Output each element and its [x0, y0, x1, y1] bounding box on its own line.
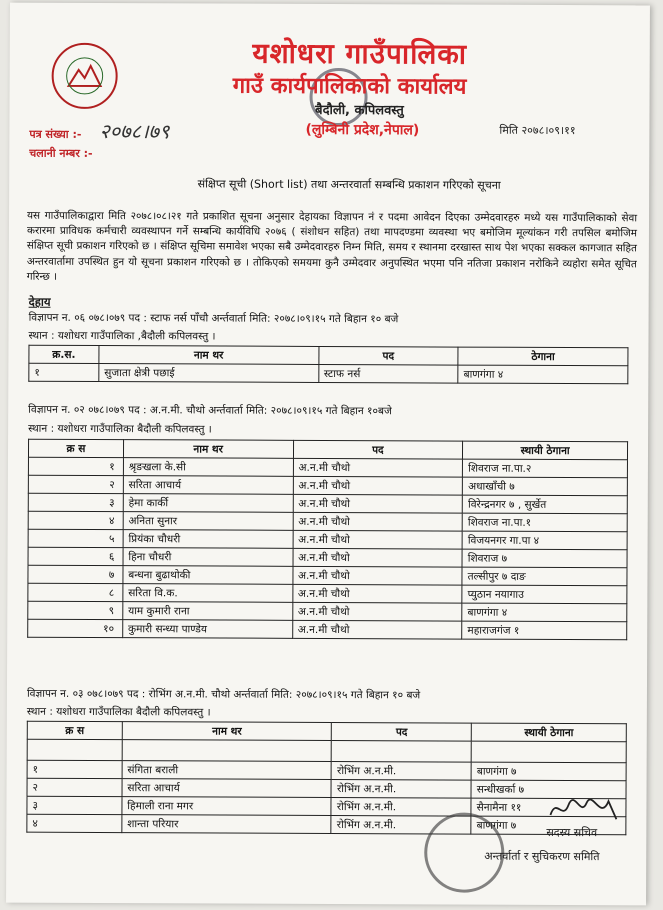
- table-cell: स्टाफ नर्स: [318, 364, 458, 383]
- table-cell: सरिता आचार्य: [122, 779, 332, 798]
- table-cell: प्युठान नयागाउ: [462, 585, 627, 604]
- table-cell: सरिता आचार्य: [123, 476, 293, 495]
- table-cell: सैनामैना ११: [471, 798, 626, 817]
- table-cell: ४: [28, 511, 123, 529]
- table-cell: तल्सीपुर ७ दाङ: [462, 567, 627, 586]
- table-row: [28, 619, 627, 640]
- table-cell: १०: [28, 619, 123, 637]
- table-cell: रोभिंग अ.न.मी.: [331, 816, 471, 835]
- table-cell: ६: [28, 547, 123, 565]
- table-cell: २: [27, 778, 122, 796]
- table-cell: अ.न.मी चौथो: [293, 512, 463, 531]
- table-cell: बाणगंगा ४: [462, 603, 627, 622]
- table-cell: अ.न.मी चौथो: [292, 584, 462, 603]
- shortlist-table: [28, 345, 628, 385]
- table-cell: अ.न.मी चौथो: [293, 458, 463, 477]
- ref-label: पत्र संख्या :-: [29, 127, 82, 141]
- table-cell: बाणगंगा ७: [471, 816, 626, 835]
- notice-title: संक्षिप्त सूची (Short list) तथा अन्तरवार्ता सम्बन्धि प्रकाशन गरिएको सूचना: [197, 177, 501, 192]
- table-cell: १: [29, 363, 99, 381]
- ad-line: विज्ञापन न. ०३ ०७८।०७९ पद : रोभिंग अ.न.मी. चौथो अर्न्तवार्ता मिति: २०७८।०९।१५ गते बिहान १० बजे: [26, 687, 421, 702]
- ref-value: २०७८।७९: [99, 118, 170, 144]
- table-row: [27, 814, 626, 835]
- section-heading: देहाय: [28, 294, 51, 309]
- table-cell: सुजाता क्षेत्री पछाई: [99, 363, 319, 382]
- table-cell: अ.न.मी चौथो: [292, 620, 462, 639]
- table-cell: संगिता बराली: [122, 761, 332, 780]
- table-cell: रोभिंग अ.न.मी.: [331, 798, 471, 817]
- table-cell: ८: [28, 583, 123, 601]
- table-cell: विजयनगर गा.पा ४: [462, 531, 627, 550]
- shortlist-table: [27, 439, 628, 641]
- table-cell: १: [27, 760, 122, 778]
- column-header: ठेगाना: [458, 347, 628, 366]
- district-line: बैदौली, कपिलवस्तु: [315, 102, 404, 119]
- document-page: [6, 3, 650, 906]
- column-header: नाम थर: [99, 345, 319, 364]
- province-line: (लुम्बिनी प्रदेश,नेपाल): [305, 121, 420, 139]
- emblem-logo-icon: [52, 43, 118, 109]
- committee-name: अन्तर्वार्ता र सुचिकरण समिति: [484, 849, 600, 864]
- place-line: स्थान : यशोधरा गाउँपालिका बैदौली कपिलवस्तु ।: [28, 422, 212, 436]
- table-cell: बाणगंगा ७: [471, 762, 626, 781]
- table-cell: [122, 740, 332, 762]
- table-row: [29, 363, 628, 384]
- table-cell: [471, 741, 626, 763]
- table-cell: सन्धीखर्का ७: [471, 780, 626, 799]
- place-line: स्थान : यशोधरा गाउँपालिका ,बैदौली कपिलवस्तु ।: [28, 329, 216, 343]
- table-cell: रोभिंग अ.न.मी.: [331, 780, 471, 799]
- table-cell: अ.न.मी चौथो: [293, 548, 463, 567]
- shortlist-table: [26, 721, 626, 836]
- signatory-title: सदस्य सचिव: [546, 825, 598, 840]
- dispatch-label: चलानी नम्बर :-: [29, 146, 93, 160]
- column-header: पद: [293, 440, 463, 459]
- table-cell: अ.न.मी चौथो: [292, 566, 462, 585]
- table-cell: ४: [27, 814, 122, 832]
- column-header: स्थायी ठेगाना: [471, 723, 626, 742]
- table-cell: अनिता सुनार: [123, 512, 293, 531]
- table-cell: अ.न.मी चौथो: [293, 494, 463, 513]
- table-cell: शिवराज ना.पा.१: [462, 513, 627, 532]
- table-cell: हिना चौधरी: [123, 548, 293, 567]
- table-cell: ५: [28, 529, 123, 547]
- table-cell: ३: [27, 796, 122, 814]
- table-cell: ३: [28, 493, 123, 511]
- table-cell: महाराजगंज १: [462, 621, 627, 640]
- table-cell: ९: [28, 601, 123, 619]
- table-cell: १: [28, 457, 123, 475]
- table-cell: अ.न.मी चौथो: [292, 602, 462, 621]
- column-header: नाम थर: [123, 440, 293, 459]
- table-cell: सरिता वि.क.: [123, 584, 293, 603]
- table-cell: हिमाली राना मगर: [122, 797, 332, 816]
- column-header: क्र स: [28, 439, 123, 457]
- table-cell: शिवराज ७: [462, 549, 627, 568]
- notice-body: यस गाउँपालिकाद्वारा मिति २०७८।०८।२१ गते प्रकाशित सूचना अनुसार देहायका विज्ञापन नं र पदमा आवेदन दिएका उम्मेदवारहरु मध्ये यस गाउँपालिकाको सेवा करारमा प्राविधक कर्मचारी व्यवस्थापन गर्ने सम्बन्धि कार्यविधि २०७६ ( संशोधन सहित) तथा मापदण्डमा व्यवस्था भए बमोजिम मूल्यांकन गरी तपसिल बमोजिम संक्षिप्त सूची प्रकाशन गरिएको छ । संक्षिप्त सूचिमा समावेश भएका सबै उम्मेदवारहरु निम्न मिति, समय र स्थानमा दरखास्त साथ पेश भएका सक्कल कागजात सहित अन्तरवार्तामा उपस्थित हुन यो सूचना प्रकाशन गरिएको छ । तोकिएको समयमा कुनै उम्मेदवार अनुपस्थित भएमा पनि नतिजा प्रकाशन नरोकिने व्यहोरा समेत सूचित गरिन्छ ।: [26, 209, 638, 283]
- column-header: पद: [332, 723, 472, 742]
- table-row: [27, 739, 626, 763]
- column-header: क्र स: [27, 721, 122, 739]
- table-cell: शान्ता परियार: [122, 815, 332, 834]
- table-cell: श्रृङखला के.सी: [123, 458, 293, 477]
- table-cell: ७: [28, 565, 123, 583]
- ad-line: विज्ञापन न. ०६ ०७८।०७९ पद : स्टाफ नर्स पाँचौ अर्न्तवार्ता मिति: २०७८।०९।१५ गते बिहान १० बजे: [28, 311, 399, 326]
- table-cell: [27, 739, 122, 760]
- table-cell: याम कुमारी राना: [123, 602, 293, 621]
- ad-line: विज्ञापन न. ०२ ०७८।०७९ पद : अ.न.मी. चौथो अर्न्तवार्ता मिति: २०७८।०९।१५ गते बिहान १०बजे: [28, 403, 392, 418]
- table-cell: २: [28, 475, 123, 493]
- table-cell: [332, 741, 472, 763]
- table-cell: शिवराज ना.पा.२: [463, 459, 628, 478]
- table-cell: अधाखाँची ७: [463, 477, 628, 496]
- table-cell: बन्धना बुढाथोकी: [123, 566, 293, 585]
- table-cell: कुमारी सन्ध्या पाण्डेय: [123, 620, 293, 639]
- table-cell: रोभिंग अ.न.मी.: [332, 762, 472, 781]
- column-header: नाम थर: [122, 722, 332, 741]
- date-label: मिति २०७८।०९।११: [499, 123, 576, 138]
- table-cell: बाणगंगा ४: [458, 365, 628, 384]
- column-header: क्र.स.: [29, 345, 99, 363]
- column-header: स्थायी ठेगाना: [463, 441, 628, 460]
- column-header: पद: [318, 346, 458, 365]
- municipality-title: यशोधरा गाउँपालिका: [252, 36, 468, 71]
- table-cell: अ.न.मी चौथो: [293, 530, 463, 549]
- office-title: गाउँ कार्यपालिकाको कार्यालय: [232, 73, 467, 100]
- table-cell: हेमा कार्की: [123, 494, 293, 513]
- table-cell: अ.न.मी चौथो: [293, 476, 463, 495]
- place-line: स्थान : यशोधरा गाउँपालिका बैदौली कपिलवस्तु ।: [26, 705, 211, 719]
- table-cell: विरेन्द्रनगर ७ , सुर्खेत: [462, 495, 627, 514]
- table-cell: प्रियंका चौधरी: [123, 530, 293, 549]
